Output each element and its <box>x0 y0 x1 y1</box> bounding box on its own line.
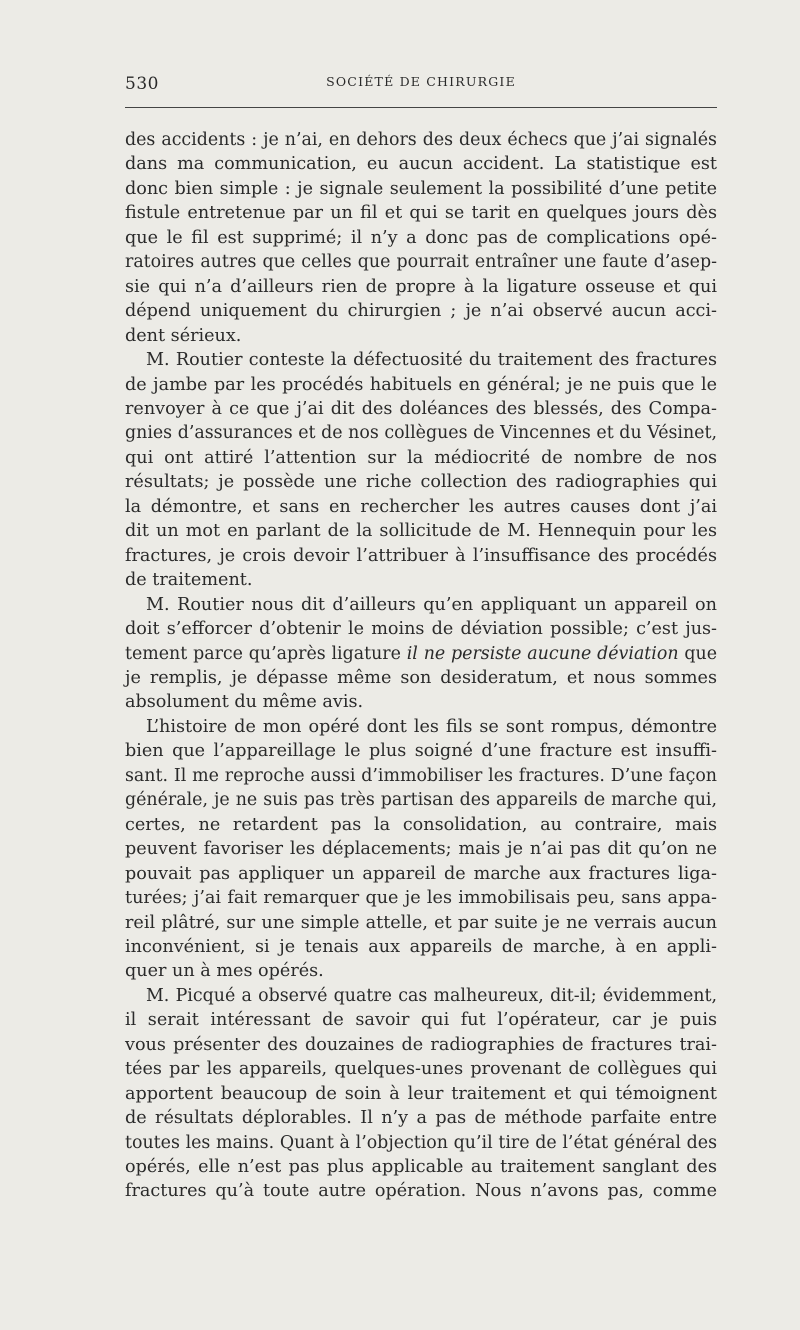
text-line: des accidents : je n’ai, en dehors des deux échecs que j’ai signalés <box>125 130 717 150</box>
text-line: inconvénient, si je tenais aux appareils de marche, à en appli- <box>125 936 717 957</box>
text-line <box>125 642 717 666</box>
text-line: la démontre, et sans en rechercher les autres causes dont j’ai <box>125 496 717 517</box>
running-title: SOCIÉTÉ DE CHIRURGIE <box>326 74 516 89</box>
text-line: L’histoire de mon opéré dont les fils se sont rompus, démontre <box>146 716 717 737</box>
text-line: renvoyer à ce que j’ai dit des doléances des blessés, des Compa- <box>125 398 717 419</box>
italic-phrase: il ne persiste aucune déviation <box>406 643 679 664</box>
text-line: de jambe par les procédés habituels en général; je ne puis que le <box>125 374 717 395</box>
header-rule <box>125 107 717 108</box>
text-line: vous présenter des douzaines de radiographies de fractures trai- <box>125 1034 717 1055</box>
text-line: dent sérieux. <box>125 325 242 346</box>
text-line: il serait intéressant de savoir qui fut l’opérateur, car je puis <box>125 1010 717 1031</box>
text-line: toutes les mains. Quant à l’objection qu’il tire de l’état général des <box>125 1132 717 1153</box>
text-line: de résultats déplorables. Il n’y a pas de méthode parfaite entre <box>125 1108 717 1129</box>
text-line: que le fil est supprimé; il n’y a donc pas de complications opé- <box>125 227 717 248</box>
text-line: quer un à mes opérés. <box>125 961 324 982</box>
text-line: reil plâtré, sur une simple attelle, et par suite je ne verrais aucun <box>125 912 717 933</box>
text-line: qui ont attiré l’attention sur la médiocrité de nombre de nos <box>125 447 717 468</box>
text-line: gnies d’assurances et de nos collègues de Vincennes et du Vésinet, <box>125 423 717 444</box>
text-line: résultats; je possède une riche collection des radiographies qui <box>125 472 717 493</box>
text-line: pouvait pas appliquer un appareil de marche aux fractures liga- <box>125 863 717 884</box>
text-line: M. Routier nous dit d’ailleurs qu’en appliquant un appareil on <box>146 594 717 615</box>
text-line: dans ma communication, eu aucun accident. La statistique est <box>125 154 717 175</box>
text-line: dépend uniquement du chirurgien ; je n’ai observé aucun acci- <box>125 301 717 322</box>
text-line: donc bien simple : je signale seulement la possibilité d’une petite <box>125 178 717 199</box>
text-line: fractures, je crois devoir l’attribuer à l’insuffisance des procédés <box>125 545 717 566</box>
text-line: fractures qu’à toute autre opération. Nous n’avons pas, comme <box>125 1181 717 1202</box>
text-line: tées par les appareils, quelques-unes provenant de collègues qui <box>125 1059 717 1080</box>
text-line: bien que l’appareillage le plus soigné d’une fracture est insuffi- <box>125 741 717 762</box>
text-line: M. Picqué a observé quatre cas malheureux, dit-il; évidemment, <box>146 985 717 1006</box>
text-line: sie qui n’a d’ailleurs rien de propre à la ligature osseuse et qui <box>125 276 717 297</box>
text-line: je remplis, je dépasse même son desideratum, et nous sommes <box>125 667 717 688</box>
text-line: peuvent favoriser les déplacements; mais je n’ai pas dit qu’on ne <box>125 839 717 860</box>
body-text <box>125 128 717 1204</box>
text-line: opérés, elle n’est pas plus applicable au traitement sanglant des <box>125 1157 717 1178</box>
page-number: 530 <box>125 74 159 94</box>
text-line: apportent beaucoup de soin à leur traitement et qui témoignent <box>125 1083 717 1104</box>
text-line: dit un mot en parlant de la sollicitude de M. Hennequin pour les <box>125 521 717 542</box>
text-line: turées; j’ai fait remarquer que je les immobilisais peu, sans appa- <box>125 888 717 909</box>
text-line: fistule entretenue par un fil et qui se tarit en quelques jours dès <box>125 203 717 224</box>
text-line: sant. Il me reproche aussi d’immobiliser les fractures. D’une façon <box>125 765 717 786</box>
text-line: certes, ne retardent pas la consolidation, au contraire, mais <box>125 814 717 835</box>
text-line: absolument du même avis. <box>125 692 364 713</box>
text-line: ratoires autres que celles que pourrait entraîner une faute d’asep- <box>125 252 717 273</box>
text-segment: tement parce qu’après ligature <box>125 643 407 664</box>
text-line: M. Routier conteste la défectuosité du traitement des fractures <box>146 350 717 371</box>
text-line: générale, je ne suis pas très partisan des appareils de marche qui, <box>125 790 717 811</box>
text-segment: que <box>678 643 717 664</box>
page-header <box>125 74 717 94</box>
text-line: doit s’efforcer d’obtenir le moins de déviation possible; c’est jus- <box>125 619 717 640</box>
text-line: de traitement. <box>125 570 253 591</box>
